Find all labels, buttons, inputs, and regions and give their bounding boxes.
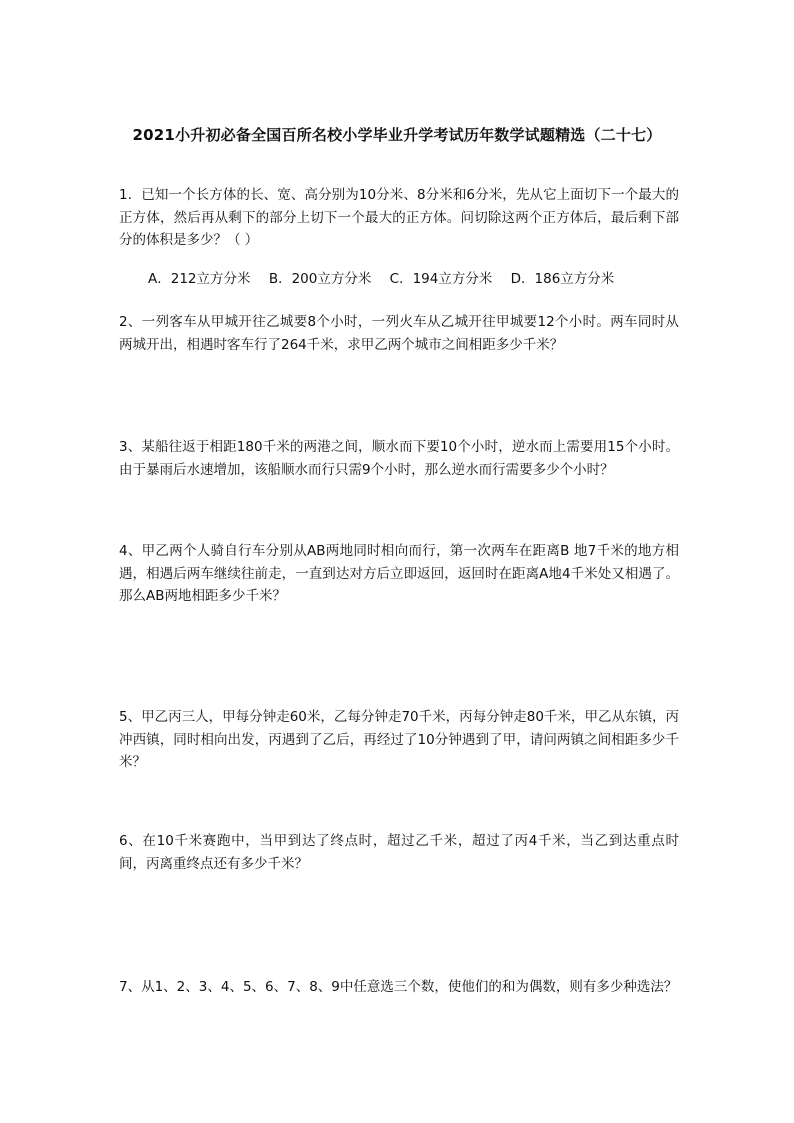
- question-text: 7、从1、2、3、4、5、6、7、8、9中任意选三个数，使他们的和为偶数，则有多少种选法？: [119, 979, 678, 995]
- option-b: B．200立方分米: [268, 271, 372, 287]
- question-4: [119, 540, 679, 608]
- question-text: 3、某船往返于相距180千米的两港之间，顺水而下要10个小时，逆水而上需要用15个小时。由于暴雨后水速增加，该船顺水而行只需9个小时，那么逆水而行需要多少个小时？: [119, 439, 679, 478]
- question-6: [119, 830, 679, 875]
- option-c: C．194立方分米: [389, 271, 493, 287]
- document-title: 2021小升初必备全国百所名校小学毕业升学考试历年数学试题精选（二十七）: [132, 126, 662, 144]
- question-text: 4、甲乙两个人骑自行车分别从AB两地同时相向而行，第一次两车在距离B 地7千米的地方相遇，相遇后两车继续往前走，一直到达对方后立即返回，返回时在距离A地4千米处又相遇了。那么AB两地相距多少千米？: [119, 543, 679, 604]
- question-text: 2、一列客车从甲城开往乙城要8个小时，一列火车从乙城开往甲城要12个小时。两车同时从两城开出，相遇时客车行了264千米，求甲乙两个城市之间相距多少千米？: [119, 314, 679, 353]
- question-text: 5、甲乙丙三人，甲每分钟走60米，乙每分钟走70千米，丙每分钟走80千米，甲乙从东镇，丙冲西镇，同时相向出发，丙遇到了乙后，再经过了10分钟遇到了甲，请问两镇之间相距多少千米？: [119, 709, 679, 770]
- question-text: 1．已知一个长方体的长、宽、高分别为10分米、8分米和6分米，先从它上面切下一个最大的正方体，然后再从剩下的部分上切下一个最大的正方体。问切除这两个正方体后，最后剩下部分的体积是多少？（ ）: [119, 187, 679, 248]
- question-3: [119, 436, 679, 481]
- question-1-options: [148, 268, 628, 290]
- question-2: [119, 311, 679, 356]
- question-5: [119, 706, 679, 774]
- question-7: [119, 976, 679, 999]
- question-1: [119, 184, 679, 252]
- option-d: D．186立方分米: [510, 271, 615, 287]
- option-a: A．212立方分米: [148, 271, 251, 287]
- question-text: 6、在10千米赛跑中，当甲到达了终点时，超过乙千米，超过了丙4千米，当乙到达重点时间，丙离重终点还有多少千米？: [119, 833, 679, 872]
